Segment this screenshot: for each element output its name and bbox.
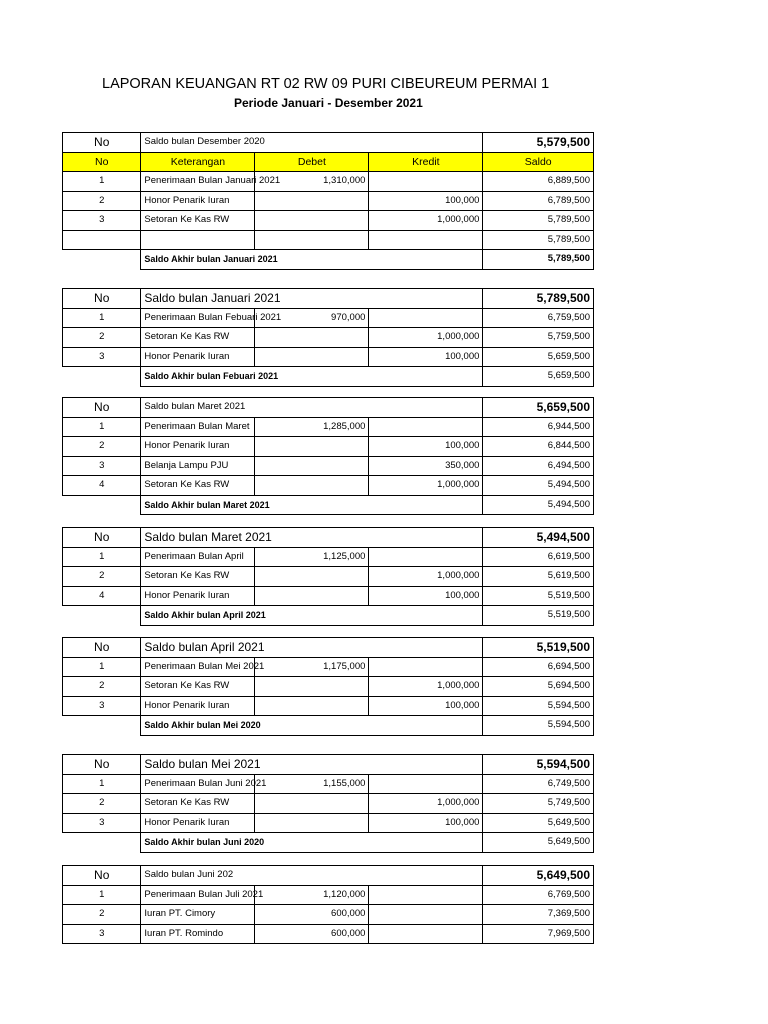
row-no: 2 xyxy=(63,905,141,925)
row-debet xyxy=(255,230,369,250)
row-no: 1 xyxy=(63,417,141,437)
closing-spacer xyxy=(63,250,141,270)
row-kredit: 100,000 xyxy=(369,191,483,211)
row-no: 2 xyxy=(63,191,141,211)
closing-balance-label: Saldo Akhir bulan Januari 2021 xyxy=(141,250,483,270)
opening-balance-label: Saldo bulan Maret 2021 xyxy=(141,528,483,548)
table-row xyxy=(63,885,594,905)
row-kredit: 100,000 xyxy=(369,586,483,606)
table-row xyxy=(63,172,594,192)
row-saldo: 5,694,500 xyxy=(483,677,594,697)
row-keterangan: Setoran Ke Kas RW xyxy=(141,328,255,348)
table-row xyxy=(63,905,594,925)
row-kredit xyxy=(369,308,483,328)
closing-balance-label: Saldo Akhir bulan April 2021 xyxy=(141,606,483,626)
row-saldo: 6,759,500 xyxy=(483,308,594,328)
closing-spacer xyxy=(63,367,141,387)
opening-balance-label: Saldo bulan Maret 2021 xyxy=(141,398,483,418)
closing-balance-row xyxy=(63,833,594,853)
row-saldo: 5,789,500 xyxy=(483,211,594,231)
opening-balance-label: Saldo bulan Desember 2020 xyxy=(141,133,483,153)
row-kredit: 1,000,000 xyxy=(369,677,483,697)
row-kredit: 1,000,000 xyxy=(369,476,483,496)
row-kredit: 100,000 xyxy=(369,813,483,833)
table-row xyxy=(63,437,594,457)
table-row xyxy=(63,586,594,606)
row-no: 4 xyxy=(63,476,141,496)
opening-balance-row xyxy=(63,528,594,548)
row-kredit xyxy=(369,905,483,925)
no-label: No xyxy=(63,133,141,153)
row-keterangan: Honor Penarik Iuran xyxy=(141,813,255,833)
closing-balance-row xyxy=(63,250,594,270)
opening-balance-row xyxy=(63,866,594,886)
closing-balance-label: Saldo Akhir bulan Febuari 2021 xyxy=(141,367,483,387)
closing-balance-label: Saldo Akhir bulan Juni 2020 xyxy=(141,833,483,853)
no-label: No xyxy=(63,398,141,418)
opening-balance-value: 5,594,500 xyxy=(483,755,594,775)
row-saldo: 5,594,500 xyxy=(483,696,594,716)
row-saldo: 6,769,500 xyxy=(483,885,594,905)
no-label: No xyxy=(63,866,141,886)
opening-balance-label: Saldo bulan April 2021 xyxy=(141,638,483,658)
column-header-no: No xyxy=(63,152,141,172)
table-row xyxy=(63,567,594,587)
closing-balance-row xyxy=(63,367,594,387)
row-keterangan: Penerimaan Bulan Juni 2021 xyxy=(141,774,255,794)
column-header-kredit: Kredit xyxy=(369,152,483,172)
closing-spacer xyxy=(63,833,141,853)
row-debet: 970,000 xyxy=(255,308,369,328)
row-debet: 1,120,000 xyxy=(255,885,369,905)
table-row xyxy=(63,924,594,944)
ledger-block-1 xyxy=(62,132,594,270)
row-no: 2 xyxy=(63,794,141,814)
row-saldo: 5,494,500 xyxy=(483,476,594,496)
opening-balance-value: 5,659,500 xyxy=(483,398,594,418)
row-keterangan: Setoran Ke Kas RW xyxy=(141,677,255,697)
row-keterangan: Penerimaan Bulan Maret xyxy=(141,417,255,437)
opening-balance-value: 5,579,500 xyxy=(483,133,594,153)
row-kredit xyxy=(369,417,483,437)
row-debet: 1,155,000 xyxy=(255,774,369,794)
ledger-block-7 xyxy=(62,865,594,944)
row-keterangan: Penerimaan Bulan Januari 2021 xyxy=(141,172,255,192)
row-kredit xyxy=(369,885,483,905)
row-saldo: 7,969,500 xyxy=(483,924,594,944)
row-kredit xyxy=(369,547,483,567)
table-row xyxy=(63,813,594,833)
report-period: Periode Januari - Desember 2021 xyxy=(234,96,423,110)
row-no: 3 xyxy=(63,347,141,367)
row-keterangan: Iuran PT. Cimory xyxy=(141,905,255,925)
row-kredit: 1,000,000 xyxy=(369,794,483,814)
row-kredit xyxy=(369,657,483,677)
row-keterangan: Iuran PT. Romindo xyxy=(141,924,255,944)
row-saldo: 6,844,500 xyxy=(483,437,594,457)
ledger-block-3 xyxy=(62,397,594,515)
row-kredit: 1,000,000 xyxy=(369,567,483,587)
table-row xyxy=(63,191,594,211)
row-no: 3 xyxy=(63,813,141,833)
row-no: 3 xyxy=(63,696,141,716)
row-saldo: 5,759,500 xyxy=(483,328,594,348)
row-kredit: 1,000,000 xyxy=(369,211,483,231)
ledger-block-6 xyxy=(62,754,594,853)
no-label: No xyxy=(63,289,141,309)
closing-balance-row xyxy=(63,716,594,736)
row-saldo: 6,619,500 xyxy=(483,547,594,567)
row-debet xyxy=(255,586,369,606)
row-no: 1 xyxy=(63,657,141,677)
closing-balance-value: 5,519,500 xyxy=(483,606,594,626)
row-saldo: 6,889,500 xyxy=(483,172,594,192)
row-no: 1 xyxy=(63,885,141,905)
row-debet xyxy=(255,437,369,457)
closing-balance-value: 5,649,500 xyxy=(483,833,594,853)
row-no: 2 xyxy=(63,437,141,457)
opening-balance-row xyxy=(63,398,594,418)
row-no: 3 xyxy=(63,211,141,231)
row-debet: 600,000 xyxy=(255,905,369,925)
row-no: 3 xyxy=(63,456,141,476)
closing-spacer xyxy=(63,606,141,626)
row-keterangan: Setoran Ke Kas RW xyxy=(141,567,255,587)
row-debet xyxy=(255,347,369,367)
ledger-block-5 xyxy=(62,637,594,736)
closing-spacer xyxy=(63,716,141,736)
closing-spacer xyxy=(63,495,141,515)
row-no: 1 xyxy=(63,547,141,567)
closing-balance-label: Saldo Akhir bulan Mei 2020 xyxy=(141,716,483,736)
row-saldo: 5,519,500 xyxy=(483,586,594,606)
row-keterangan: Setoran Ke Kas RW xyxy=(141,211,255,231)
row-debet xyxy=(255,696,369,716)
table-row xyxy=(63,547,594,567)
row-saldo: 5,619,500 xyxy=(483,567,594,587)
opening-balance-row xyxy=(63,755,594,775)
row-debet xyxy=(255,794,369,814)
row-saldo: 5,789,500 xyxy=(483,230,594,250)
row-kredit xyxy=(369,774,483,794)
table-row xyxy=(63,794,594,814)
table-row xyxy=(63,211,594,231)
row-debet xyxy=(255,476,369,496)
row-debet: 1,125,000 xyxy=(255,547,369,567)
row-kredit: 350,000 xyxy=(369,456,483,476)
closing-balance-row xyxy=(63,495,594,515)
row-saldo: 6,749,500 xyxy=(483,774,594,794)
closing-balance-label: Saldo Akhir bulan Maret 2021 xyxy=(141,495,483,515)
row-saldo: 5,749,500 xyxy=(483,794,594,814)
closing-balance-value: 5,659,500 xyxy=(483,367,594,387)
row-no: 3 xyxy=(63,924,141,944)
opening-balance-label: Saldo bulan Mei 2021 xyxy=(141,755,483,775)
row-debet: 1,310,000 xyxy=(255,172,369,192)
row-no: 2 xyxy=(63,677,141,697)
row-debet xyxy=(255,813,369,833)
report-title-text: LAPORAN KEUANGAN RT 02 RW 09 PURI CIBEUREUM PERMAI 1 xyxy=(102,76,550,92)
row-saldo: 6,694,500 xyxy=(483,657,594,677)
no-label: No xyxy=(63,755,141,775)
row-debet xyxy=(255,328,369,348)
row-no xyxy=(63,230,141,250)
table-row xyxy=(63,417,594,437)
opening-balance-row xyxy=(63,638,594,658)
opening-balance-row xyxy=(63,133,594,153)
row-debet xyxy=(255,567,369,587)
row-keterangan: Penerimaan Bulan Febuari 2021 xyxy=(141,308,255,328)
opening-balance-value: 5,519,500 xyxy=(483,638,594,658)
row-keterangan: Honor Penarik Iuran xyxy=(141,347,255,367)
row-keterangan: Penerimaan Bulan Juli 2021 xyxy=(141,885,255,905)
row-no: 4 xyxy=(63,586,141,606)
row-saldo: 7,369,500 xyxy=(483,905,594,925)
row-keterangan: Honor Penarik Iuran xyxy=(141,191,255,211)
row-debet xyxy=(255,191,369,211)
row-kredit xyxy=(369,924,483,944)
row-debet: 1,175,000 xyxy=(255,657,369,677)
column-header-debet: Debet xyxy=(255,152,369,172)
table-row xyxy=(63,230,594,250)
row-debet xyxy=(255,211,369,231)
opening-balance-value: 5,494,500 xyxy=(483,528,594,548)
row-kredit: 1,000,000 xyxy=(369,328,483,348)
opening-balance-value: 5,649,500 xyxy=(483,866,594,886)
row-debet: 600,000 xyxy=(255,924,369,944)
table-row xyxy=(63,308,594,328)
row-saldo: 5,649,500 xyxy=(483,813,594,833)
no-label: No xyxy=(63,528,141,548)
row-keterangan xyxy=(141,230,255,250)
row-kredit: 100,000 xyxy=(369,347,483,367)
closing-balance-value: 5,494,500 xyxy=(483,495,594,515)
row-keterangan: Honor Penarik Iuran xyxy=(141,696,255,716)
row-debet: 1,285,000 xyxy=(255,417,369,437)
row-no: 1 xyxy=(63,172,141,192)
column-header-saldo: Saldo xyxy=(483,152,594,172)
row-kredit xyxy=(369,230,483,250)
no-label: No xyxy=(63,638,141,658)
closing-balance-row xyxy=(63,606,594,626)
table-row xyxy=(63,677,594,697)
ledger-block-4 xyxy=(62,527,594,626)
row-keterangan: Honor Penarik Iuran xyxy=(141,586,255,606)
row-no: 2 xyxy=(63,328,141,348)
ledger-block-2 xyxy=(62,288,594,387)
column-header-row xyxy=(63,152,594,172)
table-row xyxy=(63,328,594,348)
table-row xyxy=(63,774,594,794)
table-row xyxy=(63,476,594,496)
opening-balance-label: Saldo bulan Januari 2021 xyxy=(141,289,483,309)
row-keterangan: Setoran Ke Kas RW xyxy=(141,476,255,496)
row-no: 1 xyxy=(63,308,141,328)
table-row xyxy=(63,696,594,716)
row-no: 2 xyxy=(63,567,141,587)
row-saldo: 5,659,500 xyxy=(483,347,594,367)
row-keterangan: Belanja Lampu PJU xyxy=(141,456,255,476)
table-row xyxy=(63,657,594,677)
row-keterangan: Penerimaan Bulan April xyxy=(141,547,255,567)
row-keterangan: Setoran Ke Kas RW xyxy=(141,794,255,814)
row-saldo: 6,494,500 xyxy=(483,456,594,476)
column-header-keterangan: Keterangan xyxy=(141,152,255,172)
row-no: 1 xyxy=(63,774,141,794)
row-keterangan: Honor Penarik Iuran xyxy=(141,437,255,457)
row-saldo: 6,944,500 xyxy=(483,417,594,437)
table-row xyxy=(63,347,594,367)
row-debet xyxy=(255,456,369,476)
row-kredit: 100,000 xyxy=(369,696,483,716)
closing-balance-value: 5,594,500 xyxy=(483,716,594,736)
opening-balance-label: Saldo bulan Juni 202 xyxy=(141,866,483,886)
row-debet xyxy=(255,677,369,697)
closing-balance-value: 5,789,500 xyxy=(483,250,594,270)
opening-balance-row xyxy=(63,289,594,309)
row-saldo: 6,789,500 xyxy=(483,191,594,211)
row-kredit xyxy=(369,172,483,192)
row-kredit: 100,000 xyxy=(369,437,483,457)
opening-balance-value: 5,789,500 xyxy=(483,289,594,309)
row-keterangan: Penerimaan Bulan Mei 2021 xyxy=(141,657,255,677)
table-row xyxy=(63,456,594,476)
